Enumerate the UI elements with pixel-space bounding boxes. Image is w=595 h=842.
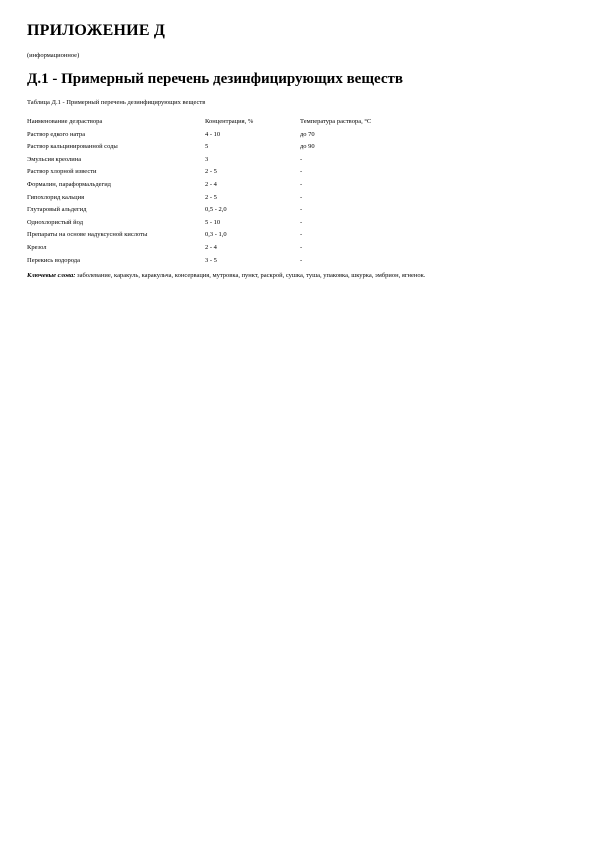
table-row — [27, 219, 420, 232]
cell-temperature: - — [300, 243, 303, 251]
table-row — [27, 131, 420, 144]
cell-name: Эмульсия креолина — [27, 155, 82, 163]
table-row — [27, 257, 420, 270]
cell-concentration: 0,3 - 1,0 — [205, 231, 227, 239]
keywords-text: заболевание, каракуль, каракульча, консервация, мутровка, пункт, раскрой, сушка, туша, упаковка, шкурка, эмбрион, ягненок. — [75, 272, 426, 280]
cell-concentration: 2 - 5 — [205, 168, 217, 176]
cell-name: Однохлористый йод — [27, 218, 83, 226]
cell-concentration: 3 — [205, 155, 209, 163]
cell-name: Раствор хлорной извести — [27, 168, 97, 176]
cell-concentration: 2 - 5 — [205, 193, 217, 201]
table-row — [27, 244, 420, 257]
cell-name: Раствор едкого натра — [27, 130, 86, 138]
header-concentration: Концентрация, % — [205, 118, 254, 125]
table-header-row — [27, 118, 420, 131]
cell-name: Перекись водорода — [27, 256, 80, 264]
table-row — [27, 168, 420, 181]
cell-name: Раствор кальцинированной соды — [27, 143, 118, 151]
cell-temperature: - — [300, 168, 303, 176]
cell-concentration: 4 - 10 — [205, 130, 221, 138]
cell-name: Препараты на основе надуксусной кислоты — [27, 231, 148, 239]
cell-temperature: до 70 — [300, 130, 315, 138]
cell-temperature: - — [300, 193, 303, 201]
cell-temperature: - — [300, 206, 303, 214]
disinfectants-table — [27, 118, 420, 269]
cell-temperature: - — [300, 180, 303, 188]
header-name: Наименование дезраствора — [27, 118, 103, 125]
cell-name: Крезол — [27, 243, 47, 251]
table-row — [27, 206, 420, 219]
cell-concentration: 0,5 - 2,0 — [205, 206, 227, 214]
cell-name: Гипохлорид кальция — [27, 193, 85, 201]
header-temperature: Температура раствора, °С — [300, 118, 372, 125]
table-row — [27, 143, 420, 156]
cell-temperature: - — [300, 155, 303, 163]
table-row — [27, 156, 420, 169]
section-title: Д.1 - Примерный перечень дезинфицирующих веществ — [27, 71, 403, 87]
table-row — [27, 231, 420, 244]
table-caption: Таблица Д.1 - Примерный перечень дезинфицирующих веществ — [27, 99, 206, 106]
appendix-title: ПРИЛОЖЕНИЕ Д — [27, 22, 166, 39]
cell-concentration: 5 - 10 — [205, 218, 221, 226]
cell-name: Глутаровый альдегид — [27, 206, 87, 214]
cell-temperature: до 90 — [300, 143, 315, 151]
cell-temperature: - — [300, 231, 303, 239]
cell-concentration: 2 - 4 — [205, 180, 217, 188]
cell-concentration: 2 - 4 — [205, 243, 217, 251]
appendix-note: (информационное) — [27, 52, 80, 59]
cell-concentration: 3 - 5 — [205, 256, 217, 264]
table-row — [27, 181, 420, 194]
table-row — [27, 194, 420, 207]
cell-temperature: - — [300, 256, 303, 264]
cell-temperature: - — [300, 218, 303, 226]
keywords-paragraph — [27, 271, 572, 281]
cell-name: Формалин, параформальдегид — [27, 180, 111, 188]
document-page — [27, 20, 572, 281]
keywords-label: Ключевые слова: — [27, 272, 76, 280]
cell-concentration: 5 — [205, 143, 209, 151]
